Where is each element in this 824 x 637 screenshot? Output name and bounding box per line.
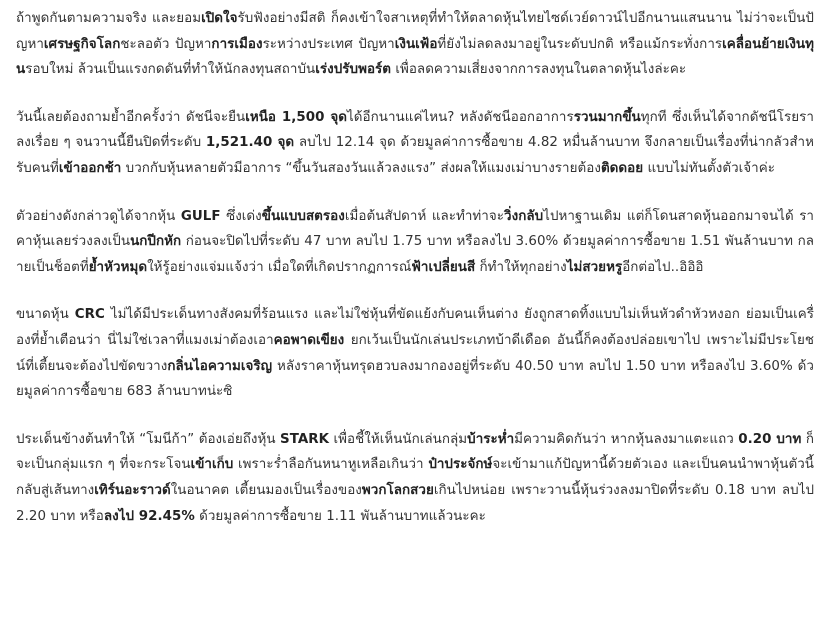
bold-text: GULF	[180, 208, 221, 224]
bold-text: เข้าเก็บ	[190, 457, 234, 473]
bold-text: CRC	[74, 307, 105, 323]
bold-text: เร่งปรับพอร์ต	[315, 62, 392, 78]
text-run: ตัวอย่างดังกล่าวดูได้จากหุ้น	[16, 208, 181, 224]
text-run: รับฟังอย่างมีสติ ก็คงเข้าใจสาเหตุที่ทำให้ตลาดหุ้นไทยไซด์เวย์ดาวน์ไปอีกนานแสนนาน ไม่ว่าจะเป็นปัญหา	[16, 11, 814, 52]
paragraph	[16, 427, 814, 529]
text-run: เพื่อลดความเสี่ยงจากการลงทุนในตลาดหุ้นไงล่ะคะ	[391, 62, 687, 78]
bold-text: ฟ้าเปลี่ยนสี	[411, 259, 476, 275]
paragraph	[16, 105, 814, 182]
bold-text: STARK	[280, 431, 330, 447]
text-run: หลังราคาหุ้นทรุดฮวบลงมากองอยู่ที่ระดับ 40.50 บาท ลบไป 1.50 บาท หรือลงไป 3.60% ด้วยมูลค่าการซื้อขาย 683 ล้านบาทน่ะซิ	[16, 358, 814, 400]
bold-text: เทิร์นอะราวด์	[94, 482, 171, 498]
text-run: ด้วยมูลค่าการซื้อขาย 1.11 พันล้านบาทแล้วนะคะ	[194, 508, 486, 524]
text-run: แบบไม่ทันตั้งตัวเจ้าค่ะ	[643, 160, 775, 176]
bold-text: บ้าระห่ำ	[467, 431, 515, 447]
text-run: ให้รู้อย่างแจ่มแจ้งว่า เมื่อใดที่เกิดปรากฏการณ์	[147, 259, 412, 275]
text-run: จะเข้ามาแก้ปัญหานี้ด้วยตัวเอง และเป็นคนนำพาหุ้นตัวนี้กลับสู่เส้นทาง	[16, 457, 814, 498]
bold-text: เหนือ 1,500 จุด	[245, 109, 347, 125]
text-run: ไปหาฐานเดิม แต่ก็โดนสาดหุ้นออกมาจนได้ ราคาหุ้นเลยร่วงลงเป็น	[16, 208, 815, 250]
text-run: ทุกที ซึ่งเห็นได้จากดัชนีโรยราลงเรื่อย ๆ จนวานนี้ยืนปิดที่ระดับ	[16, 109, 814, 151]
paragraph	[16, 6, 814, 83]
text-run: เกินไปหน่อย เพราะวานนี้หุ้นร่วงลงมาปิดที่ระดับ 0.18 บาท ลบไป 2.20 บาท หรือ	[16, 482, 814, 524]
bold-text: วิ่งกลับ	[504, 208, 544, 224]
bold-text: นกปีกหัก	[130, 234, 182, 250]
text-run: ในอนาคต เตี้ยนมองเป็นเรื่องของ	[170, 482, 362, 498]
bold-text: เข้าออกช้า	[58, 160, 122, 176]
bold-text: ย้ำหัวหมุด	[88, 259, 148, 275]
text-run: ชะลอตัว ปัญหา	[120, 36, 212, 52]
text-run: ระหว่างประเทศ ปัญหา	[262, 36, 395, 52]
text-run: เพื่อชี้ให้เห็นนักเล่นกลุ่ม	[329, 431, 468, 447]
text-run: ได้อีกนานแค่ไหน? หลังดัชนีออกอาการ	[347, 109, 574, 125]
text-run: ขนาดหุ้น	[16, 307, 75, 323]
bold-text: ไม่สวยหรู	[566, 259, 623, 275]
bold-text: ลงไป 92.45%	[103, 508, 195, 524]
text-run: ถ้าพูดกันตามความจริง และยอม	[16, 11, 202, 26]
text-run: มีความคิดกันว่า หากหุ้นลงมาแตะแถว	[514, 431, 739, 447]
text-run: ก่อนจะปิดไปที่ระดับ 47 บาท ลบไป 1.75 บาท หรือลงไป 3.60% ด้วยมูลค่าการซื้อขาย 1.51 พันล้านบาท กลายเป็นช็อตที่	[16, 234, 814, 275]
bold-text: ติดดอย	[600, 160, 644, 176]
bold-text: ป๋าประจักษ์	[428, 457, 493, 473]
text-run: ลบไป 12.14 จุด ด้วยมูลค่าการซื้อขาย 4.82 หมื่นล้านบาท จึงกลายเป็นเรื่องที่น่ากลัวสำหรับคนที่	[16, 135, 814, 176]
text-run: บวกกับหุ้นหลายตัวมีอาการ “ขึ้นวันสองวันแล้วลงแรง” ส่งผลให้แมงเม่าบางรายต้อง	[121, 160, 601, 176]
text-run: ก็ทำให้ทุกอย่าง	[475, 259, 567, 275]
bold-text: พวกโลกสวย	[361, 482, 434, 498]
bold-text: ขึ้นแบบสตรอง	[261, 208, 345, 224]
bold-text: เคลื่อนย้ายเงินทุน	[16, 36, 814, 78]
text-run: ไม่ได้มีประเด็นทางสังคมที่ร้อนแรง และไม่ใช่หุ้นที่ขัดแย้งกับคนเห็นต่าง ยังถูกสาดทิ้งแบบไม่เห็นหัวดำหัวหงอก ย่อมเป็นเครื่องที่ย้ำเตือนว่า นี่ไม่ใช่เวลาที่แมงเม่าต้องเอา	[16, 307, 814, 348]
text-run: วันนี้เลยต้องถามย้ำอีกครั้งว่า ดัชนีจะยืน	[16, 109, 246, 125]
paragraph	[16, 302, 814, 404]
text-run: อีกต่อไป..อิอิอิ	[622, 259, 704, 275]
paragraph	[16, 204, 814, 281]
text-run: เมื่อต้นสัปดาห์ และทำท่าจะ	[344, 208, 505, 224]
bold-text: รวนมากขึ้น	[573, 109, 641, 125]
text-run: ซึ่งเด่ง	[220, 208, 262, 224]
text-run: ยกเว้นเป็นนักเล่นประเภทบ้าดีเดือด อันนี้ก็คงต้องปล่อยเขาไป เพราะไม่มีประโยชน์ที่เตี้ยนจะต้องไปขัดขวาง	[16, 332, 814, 374]
text-run: ที่ยังไม่ลดลงมาอยู่ในระดับปกติ หรือแม้กระทั่งการ	[437, 36, 723, 52]
bold-text: 1,521.40 จุด	[205, 135, 295, 151]
text-run: รอบใหม่ ล้วนเป็นแรงกดดันที่ทำให้นักลงทุนสถาบัน	[25, 62, 316, 78]
text-run: ประเด็นข้างต้นทำให้ “โมนีก้า” ต้องเอ่ยถึงหุ้น	[16, 431, 281, 447]
bold-text: กลิ่นไอความเจริญ	[167, 358, 273, 374]
bold-text: การเมือง	[211, 36, 263, 52]
bold-text: คอพาดเขียง	[273, 332, 345, 348]
text-run: ก็จะเป็นกลุ่มแรก ๆ ที่จะกระโจน	[16, 431, 814, 473]
bold-text: เปิดใจ	[201, 11, 238, 26]
text-run: เพราะร่ำลือกันหนาหูเหลือเกินว่า	[233, 457, 429, 473]
bold-text: 0.20 บาท	[738, 431, 802, 447]
bold-text: เงินเฟ้อ	[394, 36, 438, 52]
bold-text: เศรษฐกิจโลก	[43, 36, 121, 52]
